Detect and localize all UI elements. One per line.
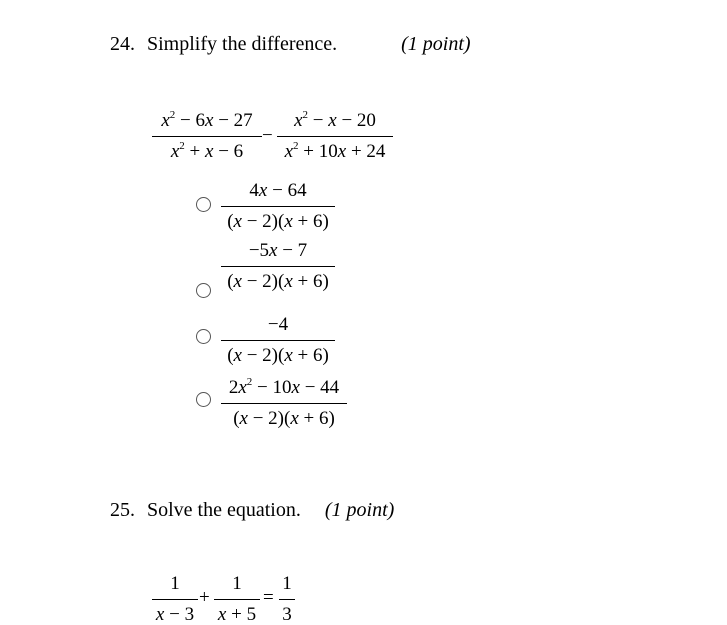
- fraction-bar: [221, 206, 335, 207]
- right-numerator: $x^2 - x - 20$: [294, 109, 376, 131]
- option-c-radio[interactable]: [196, 329, 211, 344]
- question-25-header: [110, 499, 394, 522]
- option-c-numerator: −4: [267, 314, 289, 335]
- question-number: 24.: [110, 33, 135, 55]
- option-c-denominator: (x − 2)(x + 6): [227, 345, 329, 366]
- fraction-3-numerator: 1: [282, 573, 292, 594]
- option-d-numerator: $2x^2 - 10x - 44$: [228, 376, 340, 398]
- fraction-bar: [221, 403, 347, 404]
- option-d-fraction: [221, 378, 347, 428]
- right-denominator: $x^2 + 10x + 24$: [284, 140, 386, 162]
- option-a-fraction: [221, 181, 335, 231]
- minus-operator: −: [262, 125, 273, 146]
- question-points: (1 point): [324, 499, 395, 521]
- option-a-numerator: 4x − 64: [249, 180, 307, 201]
- option-b-numerator: −5x − 7: [248, 240, 308, 261]
- option-b-fraction: [221, 241, 335, 291]
- option-a-radio[interactable]: [196, 197, 211, 212]
- question-number: 25.: [110, 499, 135, 521]
- fraction-1-numerator: 1: [170, 573, 180, 594]
- fraction-2-denominator: x + 5: [217, 604, 257, 625]
- fraction-bar: [221, 340, 335, 341]
- question-prompt: Simplify the difference.: [147, 33, 338, 55]
- option-b-radio[interactable]: [196, 283, 211, 298]
- fraction-2-numerator: 1: [232, 573, 242, 594]
- left-numerator: $x^2 - 6x - 27$: [161, 109, 253, 131]
- question-points: (1 point): [401, 33, 471, 55]
- option-d-radio[interactable]: [196, 392, 211, 407]
- fraction-bar: [221, 266, 335, 267]
- fraction-1-denominator: x − 3: [155, 604, 195, 625]
- option-b-denominator: (x − 2)(x + 6): [227, 271, 329, 292]
- equals-operator: =: [263, 587, 274, 608]
- plus-operator: +: [199, 587, 210, 608]
- option-a-denominator: (x − 2)(x + 6): [227, 211, 329, 232]
- question-prompt: Solve the equation.: [147, 499, 301, 521]
- left-denominator: $x^2 + x - 6$: [170, 140, 244, 162]
- option-d-denominator: (x − 2)(x + 6): [233, 408, 335, 429]
- fraction-3-denominator: 3: [282, 604, 292, 625]
- option-c-fraction: [221, 315, 335, 365]
